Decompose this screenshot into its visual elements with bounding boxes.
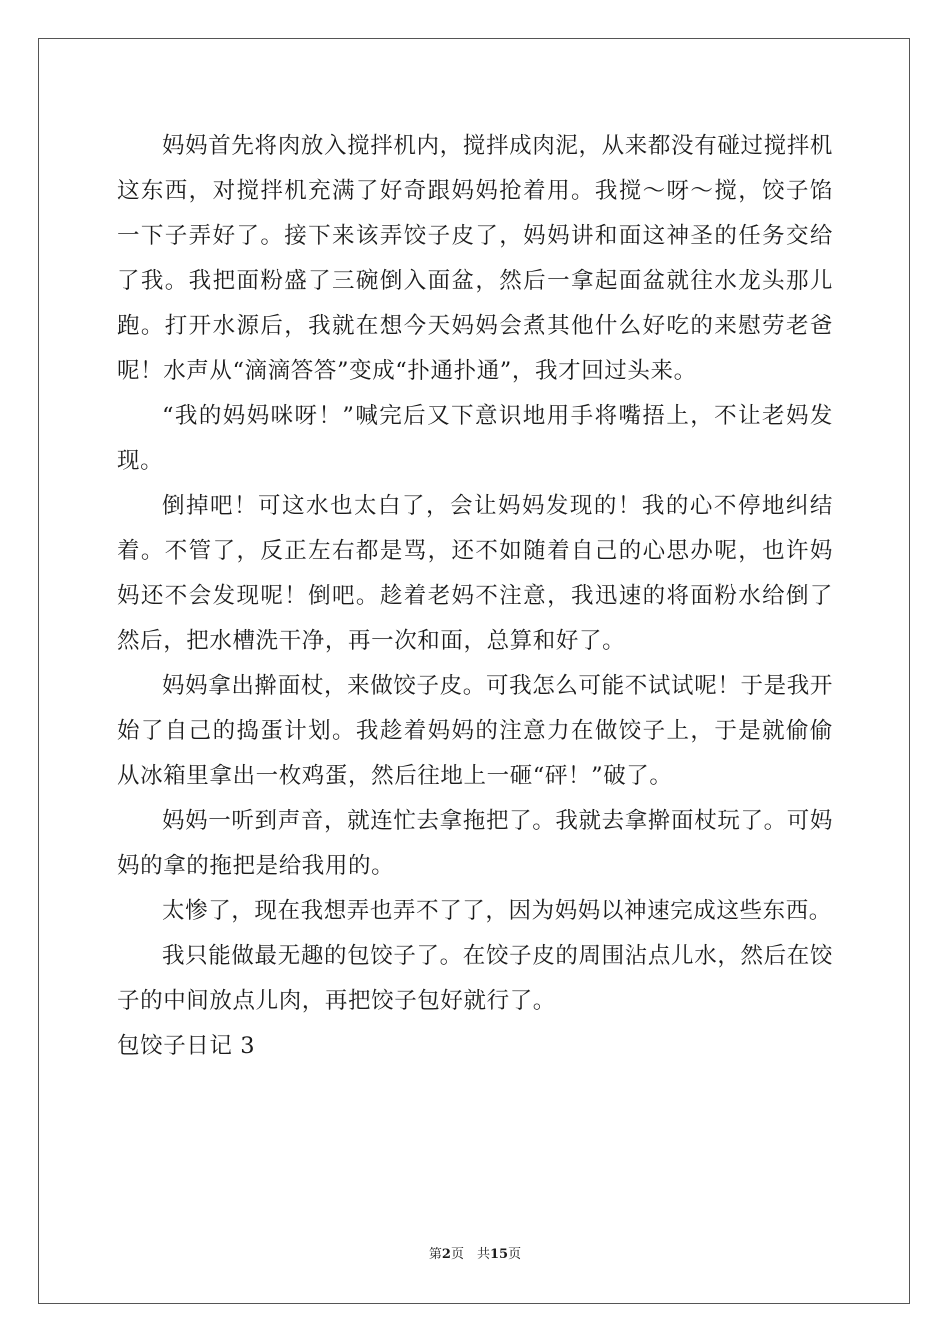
section-heading: 包饺子日记 3 [117, 1033, 256, 1059]
footer-page-prefix: 第 [428, 1247, 442, 1262]
paragraph-6: 太惨了，现在我想弄也弄不了了，因为妈妈以神速完成这些东西。 [162, 898, 832, 924]
paragraph-1: 妈妈首先将肉放入搅拌机内，搅拌成肉泥，从来都没有碰过搅拌机这东西，对搅拌机充满了好奇跟妈妈抢着用。我搅～呀～搅，饺子馅一下子弄好了。接下来该弄饺子皮了，妈妈讲和面这神圣的任务交给了我。我把面粉盛了三碗倒入面盆，然后一拿起面盆就往水龙头那儿跑。打开水源后，我就在想今天妈妈会煮其他什么好吃的来慰劳老爸呢！水声从“滴滴答答”变成“扑通扑通”，我才回过头来。 [117, 133, 833, 384]
paragraph-5: 妈妈一听到声音，就连忙去拿拖把了。我就去拿擀面杖玩了。可妈妈的拿的拖把是给我用的。 [117, 808, 833, 879]
page-footer [0, 1247, 950, 1263]
footer-page-mid: 页 共 [450, 1247, 490, 1262]
paragraph-3: 倒掉吧！可这水也太白了，会让妈妈发现的！我的心不停地纠结着。不管了，反正左右都是骂，还不如随着自己的心思办呢，也许妈妈还不会发现呢！倒吧。趁着老妈不注意，我迅速的将面粉水给倒了然后，把水槽洗干净，再一次和面，总算和好了。 [117, 493, 833, 654]
footer-page-suffix: 页 [508, 1247, 522, 1262]
document-body [117, 124, 833, 1069]
paragraph-2: “我的妈妈咪呀！”喊完后又下意识地用手将嘴捂上，不让老妈发现。 [117, 403, 833, 474]
paragraph-7: 我只能做最无趣的包饺子了。在饺子皮的周围沾点儿水，然后在饺子的中间放点儿肉，再把饺子包好就行了。 [117, 943, 833, 1014]
footer-page-number: 2 [441, 1247, 451, 1262]
footer-page-total: 15 [489, 1247, 509, 1262]
paragraph-4: 妈妈拿出擀面杖，来做饺子皮。可我怎么可能不试试呢！于是我开始了自己的捣蛋计划。我趁着妈妈的注意力在做饺子上，于是就偷偷从冰箱里拿出一枚鸡蛋，然后往地上一砸“砰！”破了。 [117, 673, 833, 789]
